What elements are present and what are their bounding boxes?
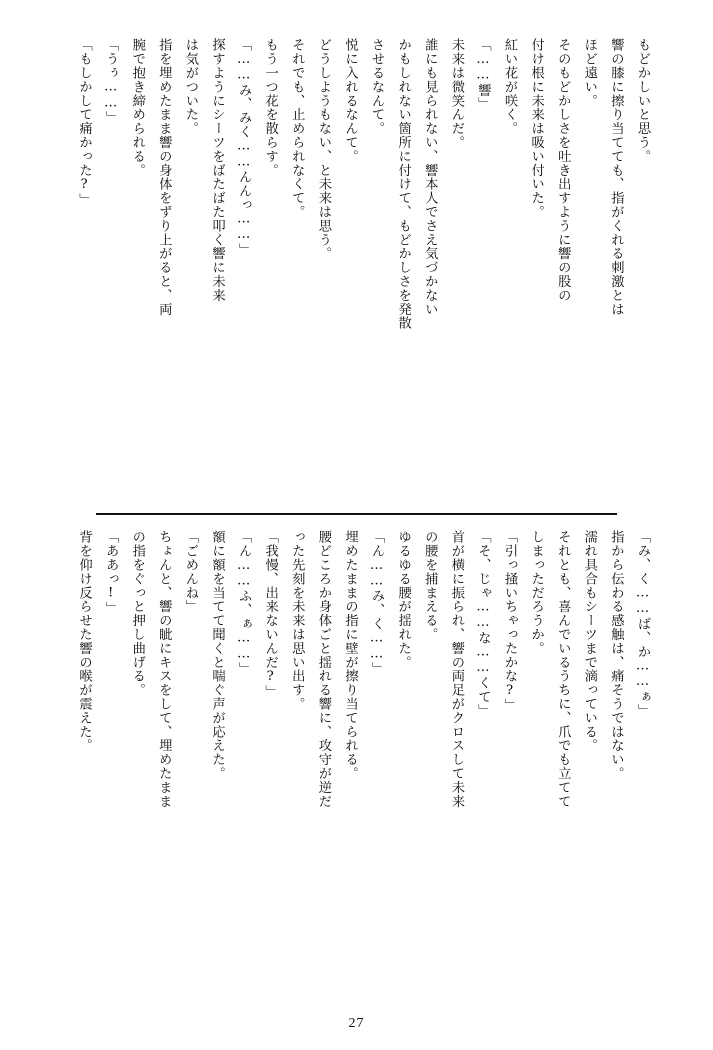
text-line: かもしれない箇所に付けて、もどかしさを発散 — [395, 38, 411, 330]
text-line: は気がついた。 — [182, 38, 198, 136]
text-line: 「ん……み、く……」 — [369, 530, 385, 676]
text-line: 探すようにシーツをばたばた叩く響に未来 — [209, 38, 225, 303]
text-line: の指をぐっと押し曲げる。 — [129, 530, 145, 697]
text-line: 「み、く……ば、か……ぁ」 — [635, 530, 650, 718]
text-line: の腰を捕まえる。 — [422, 530, 438, 642]
text-line: 付け根に未来は吸い付いた。 — [528, 38, 544, 219]
text-line: 「もしかして痛かった?」 — [76, 38, 92, 207]
text-line: 指から伝わる感触は、痛そうではない。 — [608, 530, 624, 781]
page-number: 27 — [348, 1016, 365, 1031]
text-line: 「我慢、出来ないんだ?」 — [262, 530, 278, 699]
text-line: 悦に入れるなんて。 — [342, 38, 358, 164]
text-line: った先刻を未来は思い出す。 — [289, 530, 305, 711]
text-line: 「ああっ!」 — [103, 530, 119, 616]
text-line: 額に額を当てて聞くと喘ぐ声が応えた。 — [209, 530, 225, 781]
text-line: そのもどかしさを吐き出すように響の股の — [555, 38, 571, 303]
text-line: どうしようもない、と未来は思う。 — [315, 38, 331, 261]
text-line: もどかしいと思う。 — [635, 38, 650, 164]
text-line: 「引っ掻いちゃったかな?」 — [502, 530, 518, 713]
text-line: 首が横に振られ、響の両足がクロスして未来 — [448, 530, 464, 808]
text-line: しまっただろうか。 — [528, 530, 544, 656]
text-line: 背を仰け反らせた響の喉が震えた。 — [76, 530, 92, 753]
vertical-column-flow-lower — [58, 530, 655, 990]
text-line: 腕で抱き締められる。 — [129, 38, 145, 177]
text-line: ゆるゆる腰が揺れた。 — [395, 530, 411, 669]
text-line: 埋めたままの指に壁が擦り当てられる。 — [342, 530, 358, 781]
text-line: それでも、止められなくて。 — [289, 38, 305, 219]
text-line: 「ごめんね」 — [182, 530, 198, 614]
text-line: 「そ、じゃ……な……くて」 — [475, 530, 491, 718]
text-line: 「ん……ふ、ぁ……」 — [236, 530, 252, 676]
text-line: させるなんて。 — [369, 38, 385, 136]
text-line: 「……響」 — [475, 38, 491, 111]
text-line: 「……み、みく……んんっ……」 — [236, 38, 252, 257]
vertical-column-flow-upper — [58, 38, 655, 478]
text-line: 紅い花が咲く。 — [502, 38, 518, 136]
text-line: もう一つ花を散らす。 — [262, 38, 278, 177]
horizontal-divider-rule — [96, 513, 617, 515]
text-line: ほど遠い。 — [581, 38, 597, 108]
text-section-upper — [58, 38, 655, 478]
text-line: 響の膝に擦り当てても、指がくれる刺激とは — [608, 38, 624, 316]
text-line: 誰にも見られない、響本人でさえ気づかない — [422, 38, 438, 316]
text-line: 「うぅ……」 — [103, 38, 119, 125]
text-line: 腰どころか身体ごと揺れる響に、攻守が逆だ — [315, 530, 331, 808]
text-line: ちょんと、響の眦にキスをして、埋めたまま — [156, 530, 172, 808]
text-line: それとも、喜んでいるうちに、爪でも立てて — [555, 530, 571, 808]
text-section-lower — [58, 530, 655, 990]
text-line: 指を埋めたまま響の身体をずり上がると、両 — [156, 38, 172, 316]
text-line: 濡れ具合もシーツまで滴っている。 — [581, 530, 597, 753]
text-line: 未来は微笑んだ。 — [448, 38, 464, 150]
